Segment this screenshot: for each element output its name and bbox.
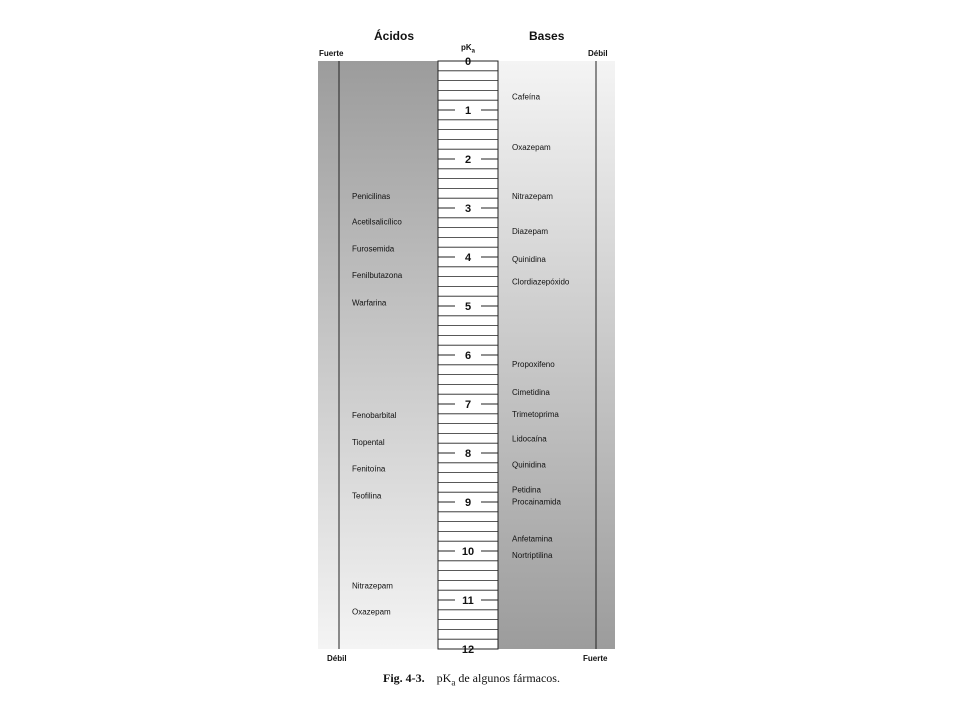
base-label: Oxazepam [512, 142, 551, 152]
acid-label: Teofilina [352, 491, 382, 501]
scale-number: 7 [464, 399, 472, 411]
pka-axis-title: $pK_a$ [461, 43, 476, 55]
scale-number: 4 [464, 252, 472, 264]
scale-number: 6 [464, 350, 472, 362]
scale-number: 10 [461, 546, 475, 558]
scale-number: 12 [461, 644, 475, 656]
debil-bottom-label: Débil [327, 654, 347, 663]
base-label: Clordiazepóxido [512, 277, 570, 287]
acid-label: Nitrazepam [352, 581, 393, 591]
base-label: Cafeína [512, 92, 541, 102]
base-label: Cimetidina [512, 387, 550, 397]
acid-label: Fenitoína [352, 464, 386, 474]
acid-label: Fenobarbital [352, 410, 397, 420]
base-label: Lidocaína [512, 434, 547, 444]
scale-number: 8 [464, 448, 472, 460]
figure-caption: Fig. 4-3. $pK_a$ de algunos fármacos. [383, 671, 560, 688]
base-label: Quinidina [512, 460, 546, 470]
base-label: Diazepam [512, 227, 549, 237]
acid-label: Furosemida [352, 244, 395, 254]
acid-label: Acetilsalicílico [352, 217, 402, 227]
acid-label: Warfarina [352, 298, 387, 308]
fuerte-top-label: Fuerte [319, 49, 344, 58]
acid-label: Tiopental [352, 438, 385, 448]
scale-number: 11 [462, 595, 474, 607]
acids-header: Ácidos [374, 29, 415, 43]
base-label: Quinidina [512, 254, 546, 264]
scale-number: 1 [464, 105, 472, 117]
fuerte-bottom-label: Fuerte [583, 654, 608, 663]
base-label: Procainamida [512, 497, 561, 507]
scale-number: 5 [464, 301, 472, 313]
acid-label: Oxazepam [352, 607, 391, 617]
base-label: Trimetoprima [512, 409, 559, 419]
base-label: Nitrazepam [512, 192, 553, 202]
base-label: Petidina [512, 485, 541, 495]
base-label: Anfetamina [512, 534, 553, 544]
scale-number: 9 [464, 497, 472, 509]
scale-number: 0 [464, 56, 472, 68]
scale-number: 2 [464, 154, 472, 166]
acid-label: Penicilinas [352, 191, 391, 201]
acid-label: Fenilbutazona [352, 271, 403, 281]
base-label: Nortriptilina [512, 550, 553, 560]
bases-header: Bases [529, 29, 565, 43]
scale-number: 3 [464, 203, 472, 215]
debil-top-label: Débil [588, 49, 608, 58]
acid-panel [318, 61, 438, 649]
base-label: Propoxifeno [512, 359, 555, 369]
